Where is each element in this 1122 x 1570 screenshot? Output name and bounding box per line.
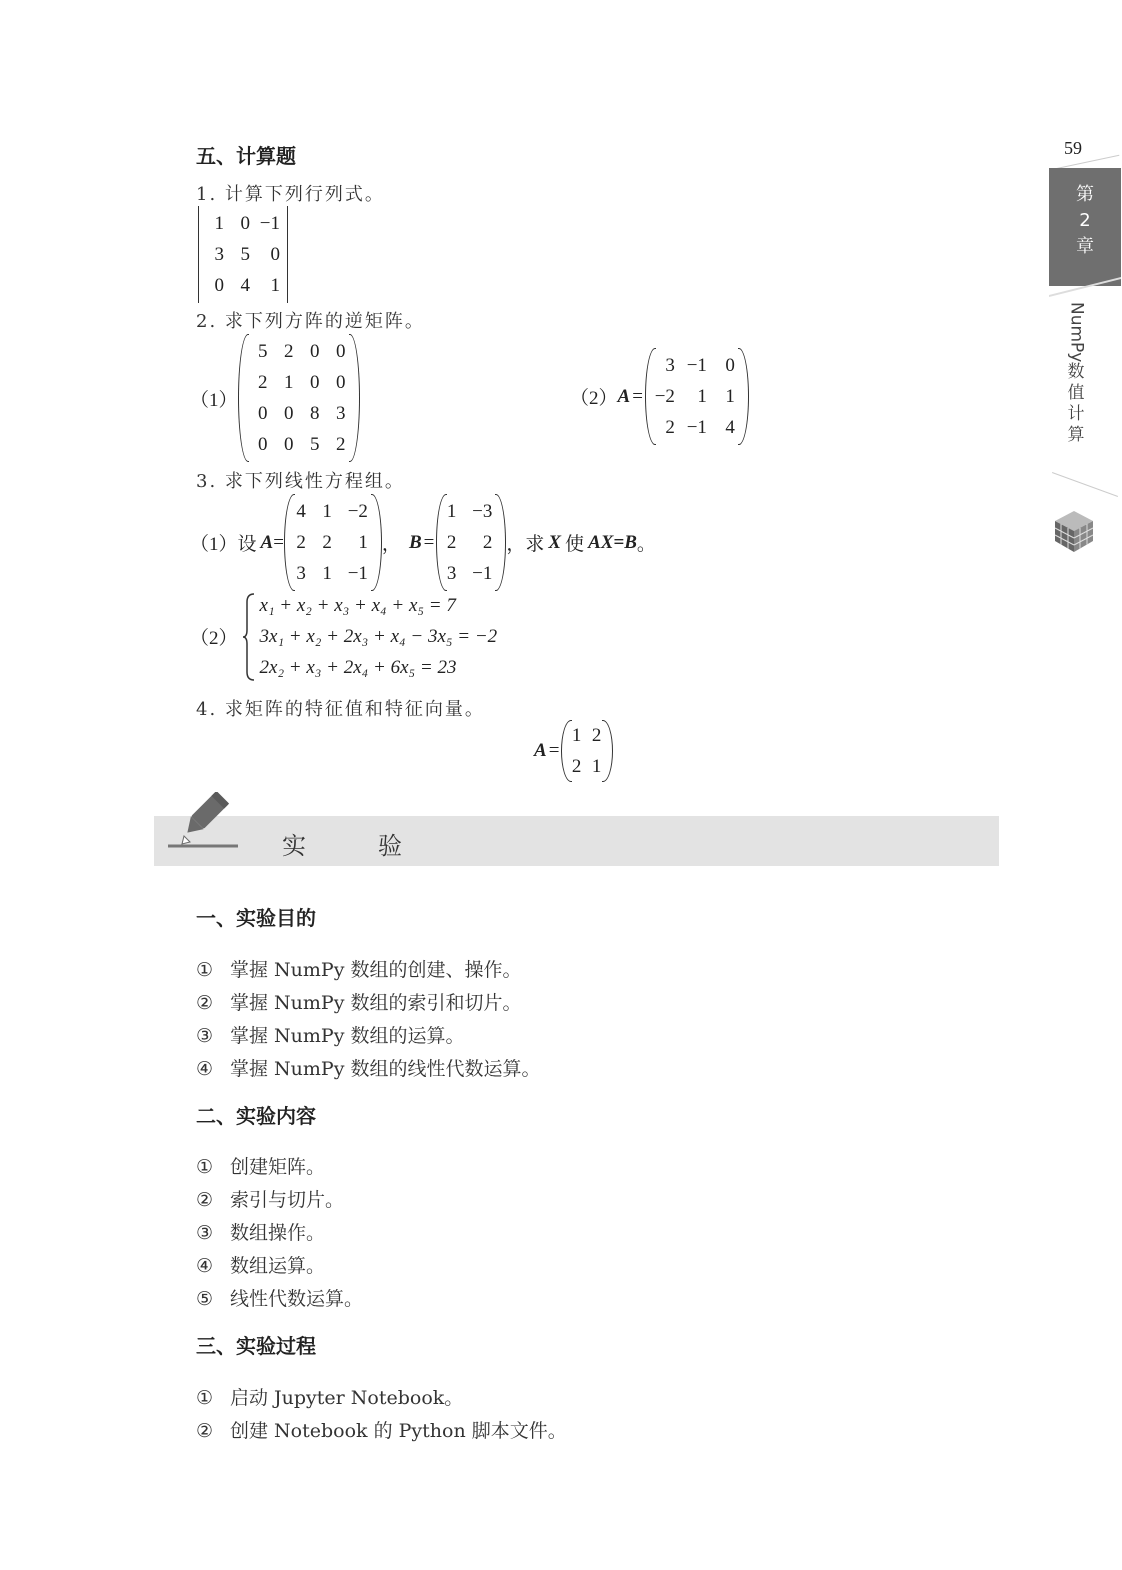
question-3-part-1 bbox=[190, 492, 656, 593]
matrix-cell: 1 bbox=[322, 501, 332, 522]
matrix-cell: 3 bbox=[214, 244, 224, 265]
matrix-cell: 1 bbox=[322, 563, 332, 584]
matrix-cell: 1 bbox=[270, 275, 280, 296]
item-number: ① bbox=[196, 959, 214, 981]
chapter-title-char: 数 bbox=[1067, 362, 1085, 383]
chapter-tab bbox=[1049, 168, 1121, 286]
matrix-cell: 2 bbox=[336, 434, 346, 455]
question-text: 使 bbox=[565, 534, 585, 555]
part-label: （1）设 bbox=[190, 534, 257, 555]
page-number: 59 bbox=[1064, 138, 1082, 158]
list-item bbox=[196, 1415, 567, 1448]
matrix-cell: 2 bbox=[482, 532, 493, 553]
matrix-cell: 4 bbox=[725, 417, 735, 438]
matrix-cell: 1 bbox=[358, 532, 368, 553]
list-item bbox=[196, 1250, 363, 1283]
item-number: ④ bbox=[196, 1058, 214, 1080]
question-4-matrix bbox=[534, 718, 613, 784]
matrix-cell: 0 bbox=[336, 341, 346, 362]
matrix-cell: 5 bbox=[258, 341, 268, 362]
question-3-part-2 bbox=[190, 590, 497, 683]
matrix-cell: 5 bbox=[240, 244, 250, 265]
item-number: ② bbox=[196, 1189, 214, 1211]
process-list bbox=[196, 1382, 567, 1448]
matrix-cell: −1 bbox=[347, 563, 368, 584]
section-heading: 五、计算题 bbox=[196, 144, 296, 168]
section-heading: 一、实验目的 bbox=[196, 906, 316, 930]
question-3: 3. 求下列线性方程组。 bbox=[196, 471, 405, 492]
item-text: 数组运算。 bbox=[230, 1255, 326, 1277]
matrix-symbol: A bbox=[260, 531, 274, 553]
part-label: （2） bbox=[570, 388, 618, 409]
matrix-cell: 2 bbox=[446, 532, 457, 553]
matrix-symbol: A bbox=[617, 385, 631, 407]
item-number: ④ bbox=[196, 1255, 214, 1277]
matrix-cell: −2 bbox=[654, 386, 675, 407]
matrix-cell: 2 bbox=[284, 341, 294, 362]
matrix-cell: 1 bbox=[725, 386, 735, 407]
cube-icon bbox=[1052, 508, 1096, 554]
question-2: 2. 求下列方阵的逆矩阵。 bbox=[196, 311, 425, 332]
determinant bbox=[196, 204, 290, 305]
list-item bbox=[196, 1151, 363, 1184]
matrix-cell: 3 bbox=[665, 355, 675, 376]
matrix-cell: 8 bbox=[310, 403, 320, 424]
pencil-icon bbox=[166, 792, 246, 852]
list-item bbox=[196, 987, 540, 1020]
part-label: （2） bbox=[190, 628, 238, 649]
goals-list bbox=[196, 954, 540, 1086]
list-item bbox=[196, 1184, 363, 1217]
list-item bbox=[196, 1020, 540, 1053]
matrix-cell: 4 bbox=[296, 501, 306, 522]
chapter-number: 2 bbox=[1079, 210, 1091, 231]
matrix-cell: 0 bbox=[214, 275, 224, 296]
matrix-cell: −1 bbox=[472, 563, 493, 584]
content-list bbox=[196, 1151, 363, 1316]
matrix-symbol: A bbox=[534, 740, 547, 761]
matrix-cell: 0 bbox=[336, 372, 346, 393]
matrix-cell: 2 bbox=[591, 725, 602, 746]
brace-icon bbox=[242, 592, 256, 682]
chapter-title-vertical bbox=[1062, 302, 1090, 446]
equals-sign: = bbox=[273, 531, 284, 553]
equation: 3x₁ + x₂ + 2x₃ + x₄ − 3x₅ = −2 bbox=[259, 626, 498, 647]
item-text: 启动 Jupyter Notebook。 bbox=[230, 1387, 464, 1409]
chapter-title-char: 值 bbox=[1067, 383, 1085, 404]
matrix-cell: 2 bbox=[296, 532, 306, 553]
matrix-cell: 0 bbox=[310, 341, 320, 362]
matrix-cell: 3 bbox=[446, 563, 457, 584]
matrix-cell: 0 bbox=[284, 434, 294, 455]
item-text: 掌握 NumPy 数组的线性代数运算。 bbox=[230, 1058, 541, 1080]
question-2-part-2 bbox=[570, 346, 749, 447]
divider-line bbox=[1052, 472, 1118, 497]
list-item bbox=[196, 1382, 567, 1415]
matrix-cell: 0 bbox=[725, 355, 735, 376]
list-item bbox=[196, 1053, 540, 1086]
item-text: 索引与切片。 bbox=[230, 1189, 345, 1211]
period: 。 bbox=[636, 534, 656, 555]
chapter-title-char: 算 bbox=[1067, 425, 1085, 446]
question-1: 1. 计算下列行列式。 bbox=[196, 184, 385, 205]
item-number: ③ bbox=[196, 1222, 214, 1244]
matrix-cell: 0 bbox=[258, 403, 268, 424]
part-label: （1） bbox=[190, 389, 238, 411]
equals-sign: = bbox=[548, 740, 560, 761]
item-text: 掌握 NumPy 数组的运算。 bbox=[230, 1025, 465, 1047]
item-text: 线性代数运算。 bbox=[230, 1288, 364, 1310]
item-text: 创建矩阵。 bbox=[230, 1156, 326, 1178]
list-item bbox=[196, 1217, 363, 1250]
item-number: ② bbox=[196, 1420, 214, 1442]
matrix-symbol: X bbox=[548, 531, 562, 553]
equation: x₁ + x₂ + x₃ + x₄ + x₅ = 7 bbox=[259, 595, 456, 616]
chapter-char: 章 bbox=[1076, 236, 1094, 257]
matrix-cell: −1 bbox=[259, 213, 280, 234]
chapter-char: 第 bbox=[1076, 184, 1094, 205]
matrix-cell: −1 bbox=[686, 355, 707, 376]
chapter-title-latin: NumPy bbox=[1066, 302, 1087, 363]
matrix-cell: 2 bbox=[571, 756, 582, 777]
equation-system bbox=[260, 590, 498, 683]
equals-sign: = bbox=[632, 385, 643, 407]
matrix-cell: 1 bbox=[697, 386, 707, 407]
item-text: 创建 Notebook 的 Python 脚本文件。 bbox=[230, 1420, 567, 1442]
matrix-cell: 2 bbox=[258, 372, 268, 393]
section-banner bbox=[154, 816, 999, 866]
matrix-cell: 0 bbox=[284, 403, 294, 424]
chapter-title-char: 计 bbox=[1067, 404, 1085, 425]
matrix-cell: 0 bbox=[258, 434, 268, 455]
matrix-cell: 0 bbox=[240, 213, 250, 234]
item-text: 掌握 NumPy 数组的索引和切片。 bbox=[230, 992, 522, 1014]
list-item bbox=[196, 1283, 363, 1316]
equation: 2x₂ + x₃ + 2x₄ + 6x₅ = 23 bbox=[259, 657, 457, 678]
section-heading: 三、实验过程 bbox=[196, 1334, 316, 1358]
matrix-cell: −1 bbox=[686, 417, 707, 438]
matrix-symbol: B bbox=[408, 531, 422, 553]
item-number: ⑤ bbox=[196, 1288, 214, 1310]
matrix-cell: 1 bbox=[591, 756, 602, 777]
banner-title: 实 验 bbox=[282, 832, 402, 860]
matrix-cell: 0 bbox=[310, 372, 320, 393]
matrix-cell: 0 bbox=[270, 244, 280, 265]
section-heading: 二、实验内容 bbox=[196, 1104, 316, 1128]
matrix-cell: 3 bbox=[336, 403, 346, 424]
matrix-cell: 1 bbox=[284, 372, 294, 393]
matrix-cell: −2 bbox=[347, 501, 368, 522]
matrix-cell: −3 bbox=[472, 501, 493, 522]
item-number: ① bbox=[196, 1156, 214, 1178]
comma: ， bbox=[381, 534, 401, 555]
equation: AX=B bbox=[588, 531, 637, 553]
matrix-cell: 5 bbox=[310, 434, 320, 455]
list-item bbox=[196, 954, 540, 987]
equals-sign: = bbox=[423, 531, 435, 553]
item-number: ③ bbox=[196, 1025, 214, 1047]
item-number: ② bbox=[196, 992, 214, 1014]
question-4: 4. 求矩阵的特征值和特征向量。 bbox=[196, 699, 485, 720]
item-text: 掌握 NumPy 数组的创建、操作。 bbox=[230, 959, 522, 981]
matrix-cell: 1 bbox=[571, 725, 582, 746]
item-text: 数组操作。 bbox=[230, 1222, 326, 1244]
matrix-cell: 3 bbox=[296, 563, 306, 584]
matrix-cell: 1 bbox=[214, 213, 224, 234]
item-number: ① bbox=[196, 1387, 214, 1409]
matrix-cell: 2 bbox=[665, 417, 675, 438]
matrix-cell: 4 bbox=[240, 275, 250, 296]
question-text: ，求 bbox=[506, 534, 545, 555]
question-2-part-1 bbox=[190, 332, 360, 464]
matrix-cell: 1 bbox=[446, 501, 457, 522]
matrix-cell: 2 bbox=[322, 532, 332, 553]
